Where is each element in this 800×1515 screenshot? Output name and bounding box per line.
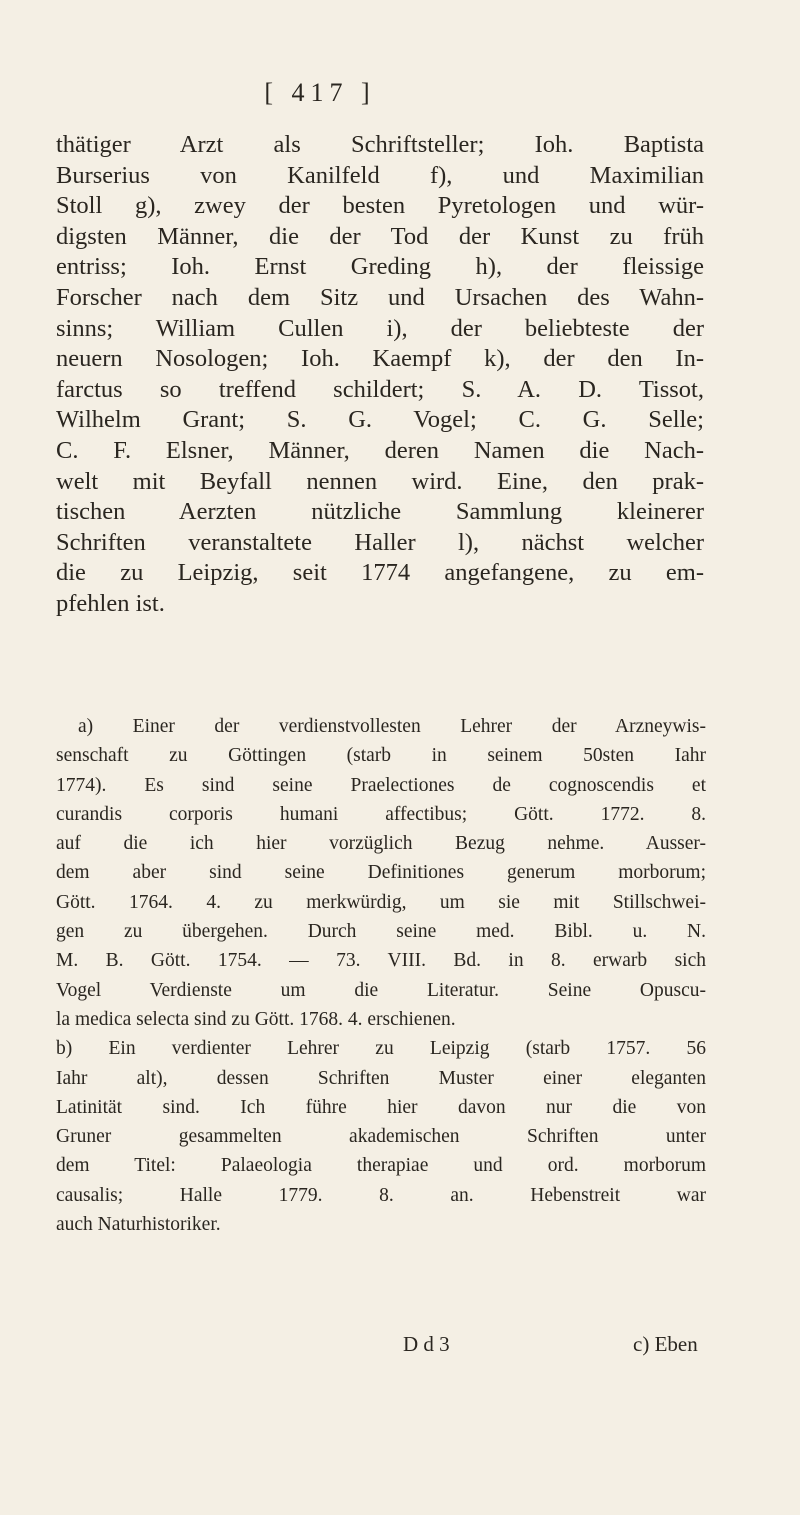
- body-line: Wilhelm Grant; S. G. Vogel; C. G. Selle;: [56, 406, 704, 434]
- footnote-line: Vogel Verdienste um die Literatur. Seine Opuscu-: [56, 979, 706, 1001]
- body-line: Stoll g), zwey der besten Pyretologen und wür-: [56, 192, 704, 220]
- main-text: [56, 130, 704, 620]
- footnote-line: auch Naturhistoriker.: [56, 1214, 221, 1236]
- footnotes: [56, 712, 706, 1239]
- body-line: neuern Nosologen; Ioh. Kaempf k), der den In-: [56, 345, 704, 373]
- footnote-line: gen zu übergehen. Durch seine med. Bibl. u. N.: [56, 921, 706, 943]
- footnote-line: curandis corporis humani affectibus; Gött. 1772. 8.: [56, 803, 706, 825]
- body-line: welt mit Beyfall nennen wird. Eine, den prak-: [56, 467, 704, 495]
- footnote-line: 1774). Es sind seine Praelectiones de cognoscendis et: [56, 774, 706, 796]
- body-line: sinns; William Cullen i), der beliebteste der: [56, 314, 704, 342]
- footnote-line: dem Titel: Palaeologia therapiae und ord. morborum: [56, 1155, 706, 1177]
- footnote-line: dem aber sind seine Definitiones generum morborum;: [56, 862, 706, 884]
- signature-mark: D d 3: [403, 1332, 450, 1356]
- footnote-line: Gruner gesammelten akademischen Schriften unter: [56, 1126, 706, 1148]
- body-line: C. F. Elsner, Männer, deren Namen die Nach-: [56, 436, 704, 464]
- body-line: die zu Leipzig, seit 1774 angefangene, zu em-: [56, 559, 704, 587]
- footnote-line: M. B. Gött. 1754. — 73. VIII. Bd. in 8. erwarb sich: [56, 950, 706, 972]
- body-line: tischen Aerzten nützliche Sammlung kleinerer: [56, 498, 704, 526]
- page-number: [ 417 ]: [264, 78, 376, 107]
- page-footer: [0, 1332, 800, 1364]
- footnote-line: causalis; Halle 1779. 8. an. Hebenstreit war: [56, 1184, 706, 1206]
- body-line: digsten Männer, die der Tod der Kunst zu früh: [56, 222, 704, 250]
- body-line: pfehlen ist.: [56, 589, 165, 617]
- body-line: Schriften veranstaltete Haller l), nächst welcher: [56, 528, 704, 556]
- footnote-line: auf die ich hier vorzüglich Bezug nehme. Ausser-: [56, 833, 706, 855]
- footnote-line: Gött. 1764. 4. zu merkwürdig, um sie mit Stillschwei-: [56, 891, 706, 913]
- footnote-line: b) Ein verdienter Lehrer zu Leipzig (starb 1757. 56: [56, 1038, 706, 1060]
- body-line: farctus so treffend schildert; S. A. D. Tissot,: [56, 375, 704, 403]
- body-line: Burserius von Kanilfeld f), und Maximilian: [56, 161, 704, 189]
- footnote-line: senschaft zu Göttingen (starb in seinem 50sten Iahr: [56, 745, 706, 767]
- body-line: entriss; Ioh. Ernst Greding h), der fleissige: [56, 253, 704, 281]
- body-line: Forscher nach dem Sitz und Ursachen des Wahn-: [56, 283, 704, 311]
- body-line: thätiger Arzt als Schriftsteller; Ioh. Baptista: [56, 131, 704, 158]
- footnote-line: la medica selecta sind zu Gött. 1768. 4. erschienen.: [56, 1008, 456, 1030]
- catchword: c) Eben: [633, 1332, 698, 1356]
- footnote-line: Latinität sind. Ich führe hier davon nur die von: [56, 1096, 706, 1118]
- footnote-line: Iahr alt), dessen Schriften Muster einer eleganten: [56, 1067, 706, 1089]
- footnote-line: a) Einer der verdienstvollesten Lehrer der Arzneywis-: [78, 716, 706, 737]
